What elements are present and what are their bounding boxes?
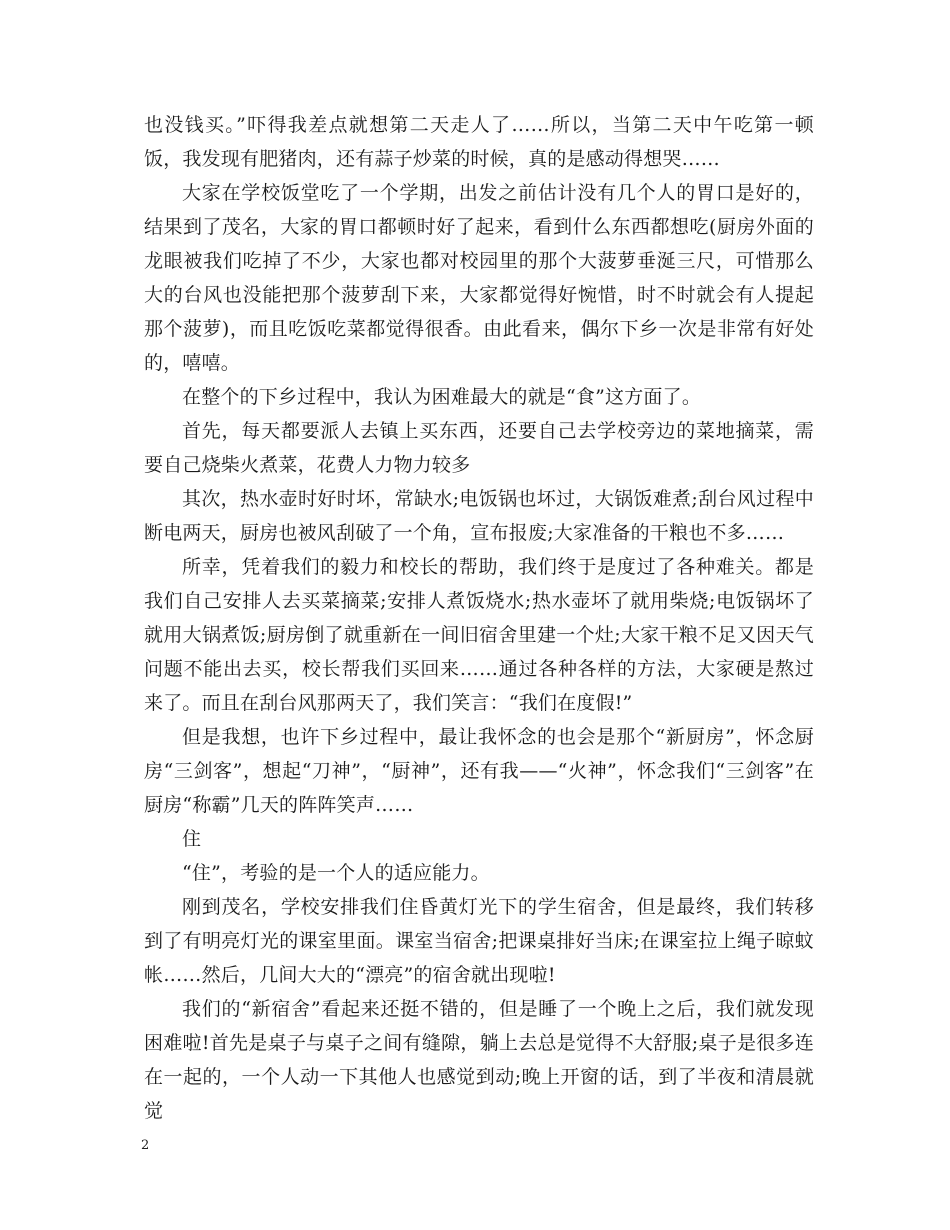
paragraph-8: “住”，考验的是一个人的适应能力。 <box>182 862 490 884</box>
paragraph-3: 在整个的下乡过程中，我认为困难最大的就是“食”这方面了。 <box>182 386 702 408</box>
paragraph-9: 刚到茂名，学校安排我们住昏黄灯光下的学生宿舍，但是最终，我们转移到了有明亮灯光的课室里面。课室当宿舍;把课桌排好当床;在课室拉上绳子晾蚊帐……然后，几间大大的“漂亮”的宿舍就出现啦! <box>144 896 814 986</box>
paragraph-4: 首先，每天都要派人去镇上买东西，还要自己去学校旁边的菜地摘菜，需要自己烧柴火煮菜，花费人力物力较多 <box>144 420 814 476</box>
paragraph-6: 所幸，凭着我们的毅力和校长的帮助，我们终于是度过了各种难关。都是我们自己安排人去买菜摘菜;安排人煮饭烧水;热水壶坏了就用柴烧;电饭锅坏了就用大锅煮饭;厨房倒了就重新在一间旧宿舍里建一个灶;大家干粮不足又因天气问题不能出去买，校长帮我们买回来……通过各种各样的方法，大家硬是熬过来了。而且在刮台风那两天了，我们笑言：“我们在度假!” <box>144 556 814 714</box>
paragraph-7: 但是我想，也许下乡过程中，最让我怀念的也会是那个“新厨房”，怀念厨房“三剑客”，想起“刀神”，“厨神”，还有我——“火神”，怀念我们“三剑客”在厨房“称霸”几天的阵阵笑声…… <box>144 726 814 816</box>
paragraph-2: 大家在学校饭堂吃了一个学期，出发之前估计没有几个人的胃口是好的，结果到了茂名，大家的胃口都顿时好了起来，看到什么东西都想吃(厨房外面的龙眼被我们吃掉了不少，大家也都对校园里的那个大菠萝垂涎三尺，可惜那么大的台风也没能把那个菠萝刮下来，大家都觉得好惋惜，时不时就会有人提起那个菠萝)，而且吃饭吃菜都觉得很香。由此看来，偶尔下乡一次是非常有好处的，嘻嘻。 <box>144 182 814 374</box>
page-number: 2 <box>141 1138 150 1153</box>
paragraph-10: 我们的“新宿舍”看起来还挺不错的，但是睡了一个晚上之后，我们就发现困难啦!首先是桌子与桌子之间有缝隙，躺上去总是觉得不大舒服;桌子是很多连在一起的，一个人动一下其他人也感觉到动;晚上开窗的话，到了半夜和清晨就觉 <box>144 998 814 1122</box>
document-body <box>144 108 814 1128</box>
paragraph-1: 也没钱买。”吓得我差点就想第二天走人了……所以，当第二天中午吃第一顿饭，我发现有肥猪肉，还有蒜子炒菜的时候，真的是感动得想哭…… <box>144 114 814 170</box>
section-heading-zhu: 住 <box>182 828 202 850</box>
paragraph-5: 其次，热水壶时好时坏，常缺水;电饭锅也坏过，大锅饭难煮;刮台风过程中断电两天，厨房也被风刮破了一个角，宣布报废;大家准备的干粮也不多…… <box>144 488 814 544</box>
